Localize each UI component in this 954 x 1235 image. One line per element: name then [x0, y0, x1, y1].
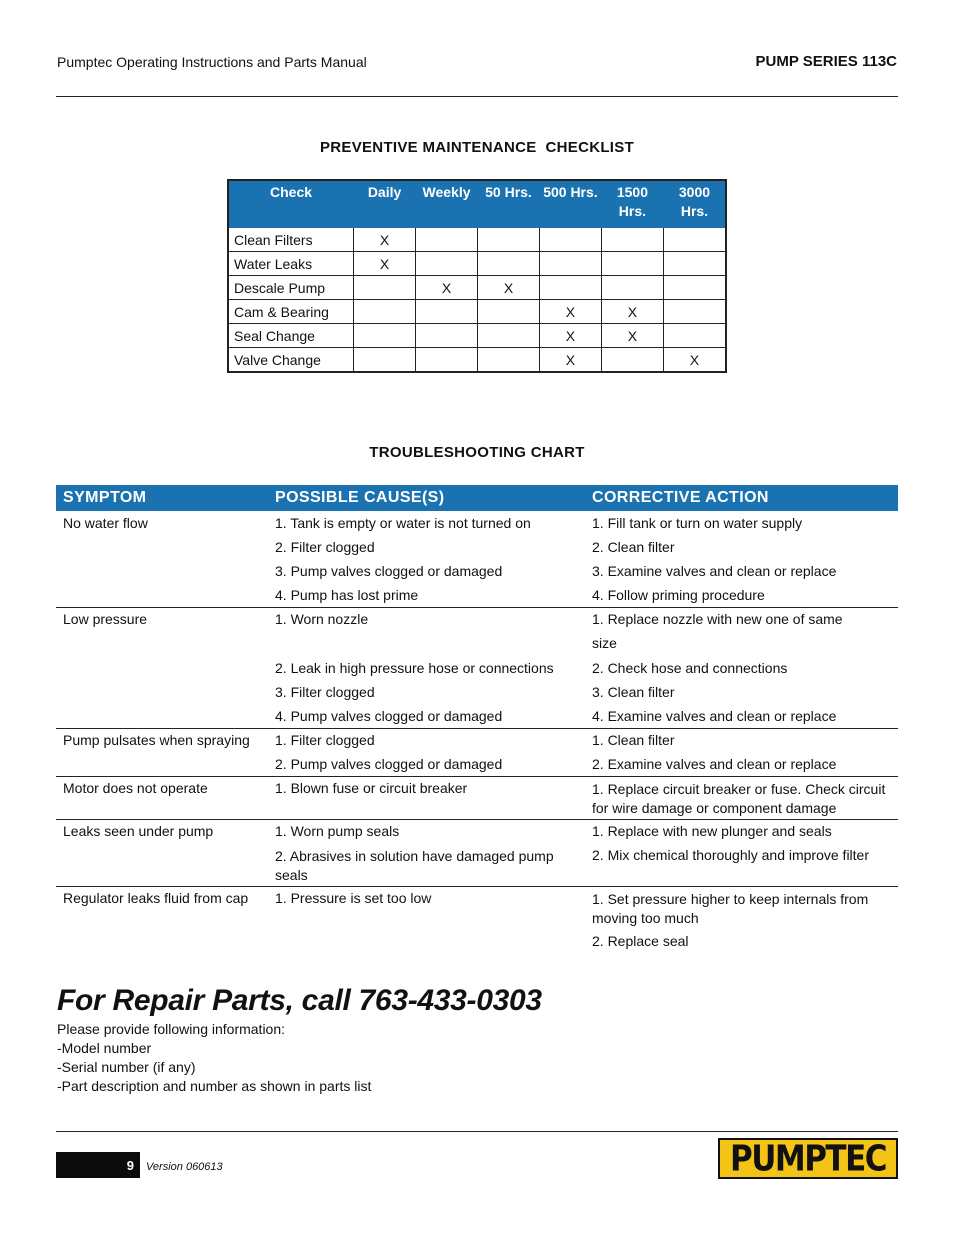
pm-row-label: Valve Change: [228, 348, 354, 373]
pm-title: PREVENTIVE MAINTENANCE CHECKLIST: [319, 139, 635, 156]
pm-row: [228, 228, 726, 252]
pm-mark-cell: X: [601, 324, 663, 348]
pm-mark-cell: [416, 252, 478, 276]
pm-col-1500: 1500 Hrs.: [601, 180, 663, 228]
pm-mark-cell: [354, 300, 416, 324]
action-text: 1. Clean filter: [592, 732, 675, 748]
cause-text: 1. Blown fuse or circuit breaker: [275, 780, 468, 796]
action-text: 1. Replace with new plunger and seals: [592, 823, 832, 839]
pm-row: [228, 300, 726, 324]
pm-mark-cell: X: [539, 300, 601, 324]
repair-title: For Repair Parts, call 763-433-0303: [57, 984, 542, 1017]
cause-text: 3. Filter clogged: [275, 684, 375, 700]
header-manual-title: Pumptec Operating Instructions and Parts Manual: [57, 54, 367, 70]
action-text: size: [592, 635, 617, 651]
header-action: CORRECTIVE ACTION: [592, 489, 769, 506]
header-cause: POSSIBLE CAUSE(S): [275, 489, 445, 506]
action-text: 2. Check hose and connections: [592, 660, 788, 676]
repair-info-line: -Serial number (if any): [57, 1059, 196, 1075]
action-text: 2. Examine valves and clean or replace: [592, 756, 837, 772]
action-text: 3. Clean filter: [592, 684, 675, 700]
header-symptom: SYMPTOM: [63, 489, 147, 506]
action-text: 1. Replace nozzle with new one of same: [592, 611, 843, 627]
pm-col-check: Check: [228, 180, 354, 228]
cause-text: 4. Pump has lost prime: [275, 587, 419, 603]
pm-mark-cell: [478, 324, 540, 348]
pm-mark-cell: [663, 300, 726, 324]
action-text: 2. Mix chemical thoroughly and improve filter: [592, 847, 870, 863]
repair-info-line: -Part description and number as shown in parts list: [57, 1078, 372, 1094]
pm-mark-cell: X: [663, 348, 726, 373]
pm-mark-cell: [663, 228, 726, 252]
symptom-text: No water flow: [63, 515, 148, 531]
cause-text: 4. Pump valves clogged or damaged: [275, 708, 503, 724]
version-label: Version 060613: [146, 1161, 223, 1173]
pm-mark-cell: [354, 348, 416, 373]
pm-mark-cell: [354, 276, 416, 300]
action-text: 2. Replace seal: [592, 933, 689, 949]
pm-mark-cell: [416, 228, 478, 252]
pm-mark-cell: X: [478, 276, 540, 300]
pm-col-50: 50 Hrs.: [478, 180, 540, 228]
row-divider: [56, 776, 898, 777]
pm-mark-cell: [539, 276, 601, 300]
pm-mark-cell: [601, 228, 663, 252]
pm-mark-cell: X: [539, 348, 601, 373]
pm-mark-cell: [478, 252, 540, 276]
header-series-title: PUMP SERIES 113C: [755, 53, 897, 70]
page-number: 9: [126, 1158, 134, 1173]
pm-table: [227, 179, 727, 373]
pm-mark-cell: [416, 348, 478, 373]
cause-text: 1. Filter clogged: [275, 732, 375, 748]
action-text: 3. Examine valves and clean or replace: [592, 563, 837, 579]
page-number-box: [56, 1152, 140, 1178]
pm-mark-cell: [663, 276, 726, 300]
pm-mark-cell: X: [416, 276, 478, 300]
action-text: 4. Follow priming procedure: [592, 587, 765, 603]
pm-mark-cell: [601, 252, 663, 276]
pm-row-label: Descale Pump: [228, 276, 354, 300]
pm-mark-cell: [354, 324, 416, 348]
pm-mark-cell: [478, 348, 540, 373]
cause-text: 1. Worn pump seals: [275, 823, 400, 839]
action-text: 4. Examine valves and clean or replace: [592, 708, 837, 724]
pm-row-label: Water Leaks: [228, 252, 354, 276]
symptom-text: Low pressure: [63, 611, 148, 627]
cause-text: 3. Pump valves clogged or damaged: [275, 563, 503, 579]
pm-row-label: Seal Change: [228, 324, 354, 348]
cause-text: 2. Filter clogged: [275, 539, 375, 555]
pm-col-weekly: Weekly: [416, 180, 478, 228]
row-divider: [56, 886, 898, 887]
pm-mark-cell: X: [354, 228, 416, 252]
pm-row: [228, 252, 726, 276]
row-divider: [56, 728, 898, 729]
pumptec-logo: [718, 1138, 898, 1179]
cause-text: 2. Pump valves clogged or damaged: [275, 756, 503, 772]
pm-mark-cell: [663, 324, 726, 348]
pm-mark-cell: X: [354, 252, 416, 276]
cause-text: 1. Tank is empty or water is not turned on: [275, 515, 531, 531]
header-divider: [56, 96, 898, 97]
cause-text: 1. Pressure is set too low: [275, 890, 432, 906]
symptom-text: Motor does not operate: [63, 780, 208, 796]
pm-mark-cell: [663, 252, 726, 276]
pm-row-label: Cam & Bearing: [228, 300, 354, 324]
pm-mark-cell: [416, 324, 478, 348]
repair-info-line: Please provide following information:: [57, 1021, 286, 1037]
footer-divider: [56, 1131, 898, 1132]
logo-text: PUMPTEC: [729, 1137, 887, 1180]
pm-mark-cell: X: [601, 300, 663, 324]
symptom-text: Regulator leaks fluid from cap: [63, 890, 249, 906]
pm-mark-cell: [478, 300, 540, 324]
row-divider: [56, 607, 898, 608]
pm-col-daily: Daily: [354, 180, 416, 228]
pm-header-row: [228, 180, 726, 228]
cause-text: 2. Abrasives in solution have damaged pump seals: [275, 848, 554, 883]
pm-mark-cell: X: [539, 324, 601, 348]
action-text: 1. Fill tank or turn on water supply: [592, 515, 803, 531]
pm-mark-cell: [601, 276, 663, 300]
pm-row: [228, 348, 726, 373]
pm-row-label: Clean Filters: [228, 228, 354, 252]
action-text: 1. Set pressure higher to keep internals from moving too much: [592, 891, 869, 926]
pm-mark-cell: [601, 348, 663, 373]
pm-col-3000: 3000 Hrs.: [663, 180, 726, 228]
pm-mark-cell: [416, 300, 478, 324]
action-text: 2. Clean filter: [592, 539, 675, 555]
pm-col-500: 500 Hrs.: [539, 180, 601, 228]
pm-mark-cell: [478, 228, 540, 252]
pm-row: [228, 324, 726, 348]
cause-text: 2. Leak in high pressure hose or connections: [275, 660, 554, 676]
row-divider: [56, 819, 898, 820]
action-text: 1. Replace circuit breaker or fuse. Check circuit for wire damage or component damage: [592, 781, 886, 816]
pm-row: [228, 276, 726, 300]
troubleshooting-header: [56, 485, 898, 511]
cause-text: 1. Worn nozzle: [275, 611, 369, 627]
symptom-text: Pump pulsates when spraying: [63, 732, 250, 748]
pm-mark-cell: [539, 252, 601, 276]
pm-mark-cell: [539, 228, 601, 252]
troubleshooting-title: TROUBLESHOOTING CHART: [369, 444, 585, 461]
symptom-text: Leaks seen under pump: [63, 823, 214, 839]
repair-info-line: -Model number: [57, 1040, 152, 1056]
